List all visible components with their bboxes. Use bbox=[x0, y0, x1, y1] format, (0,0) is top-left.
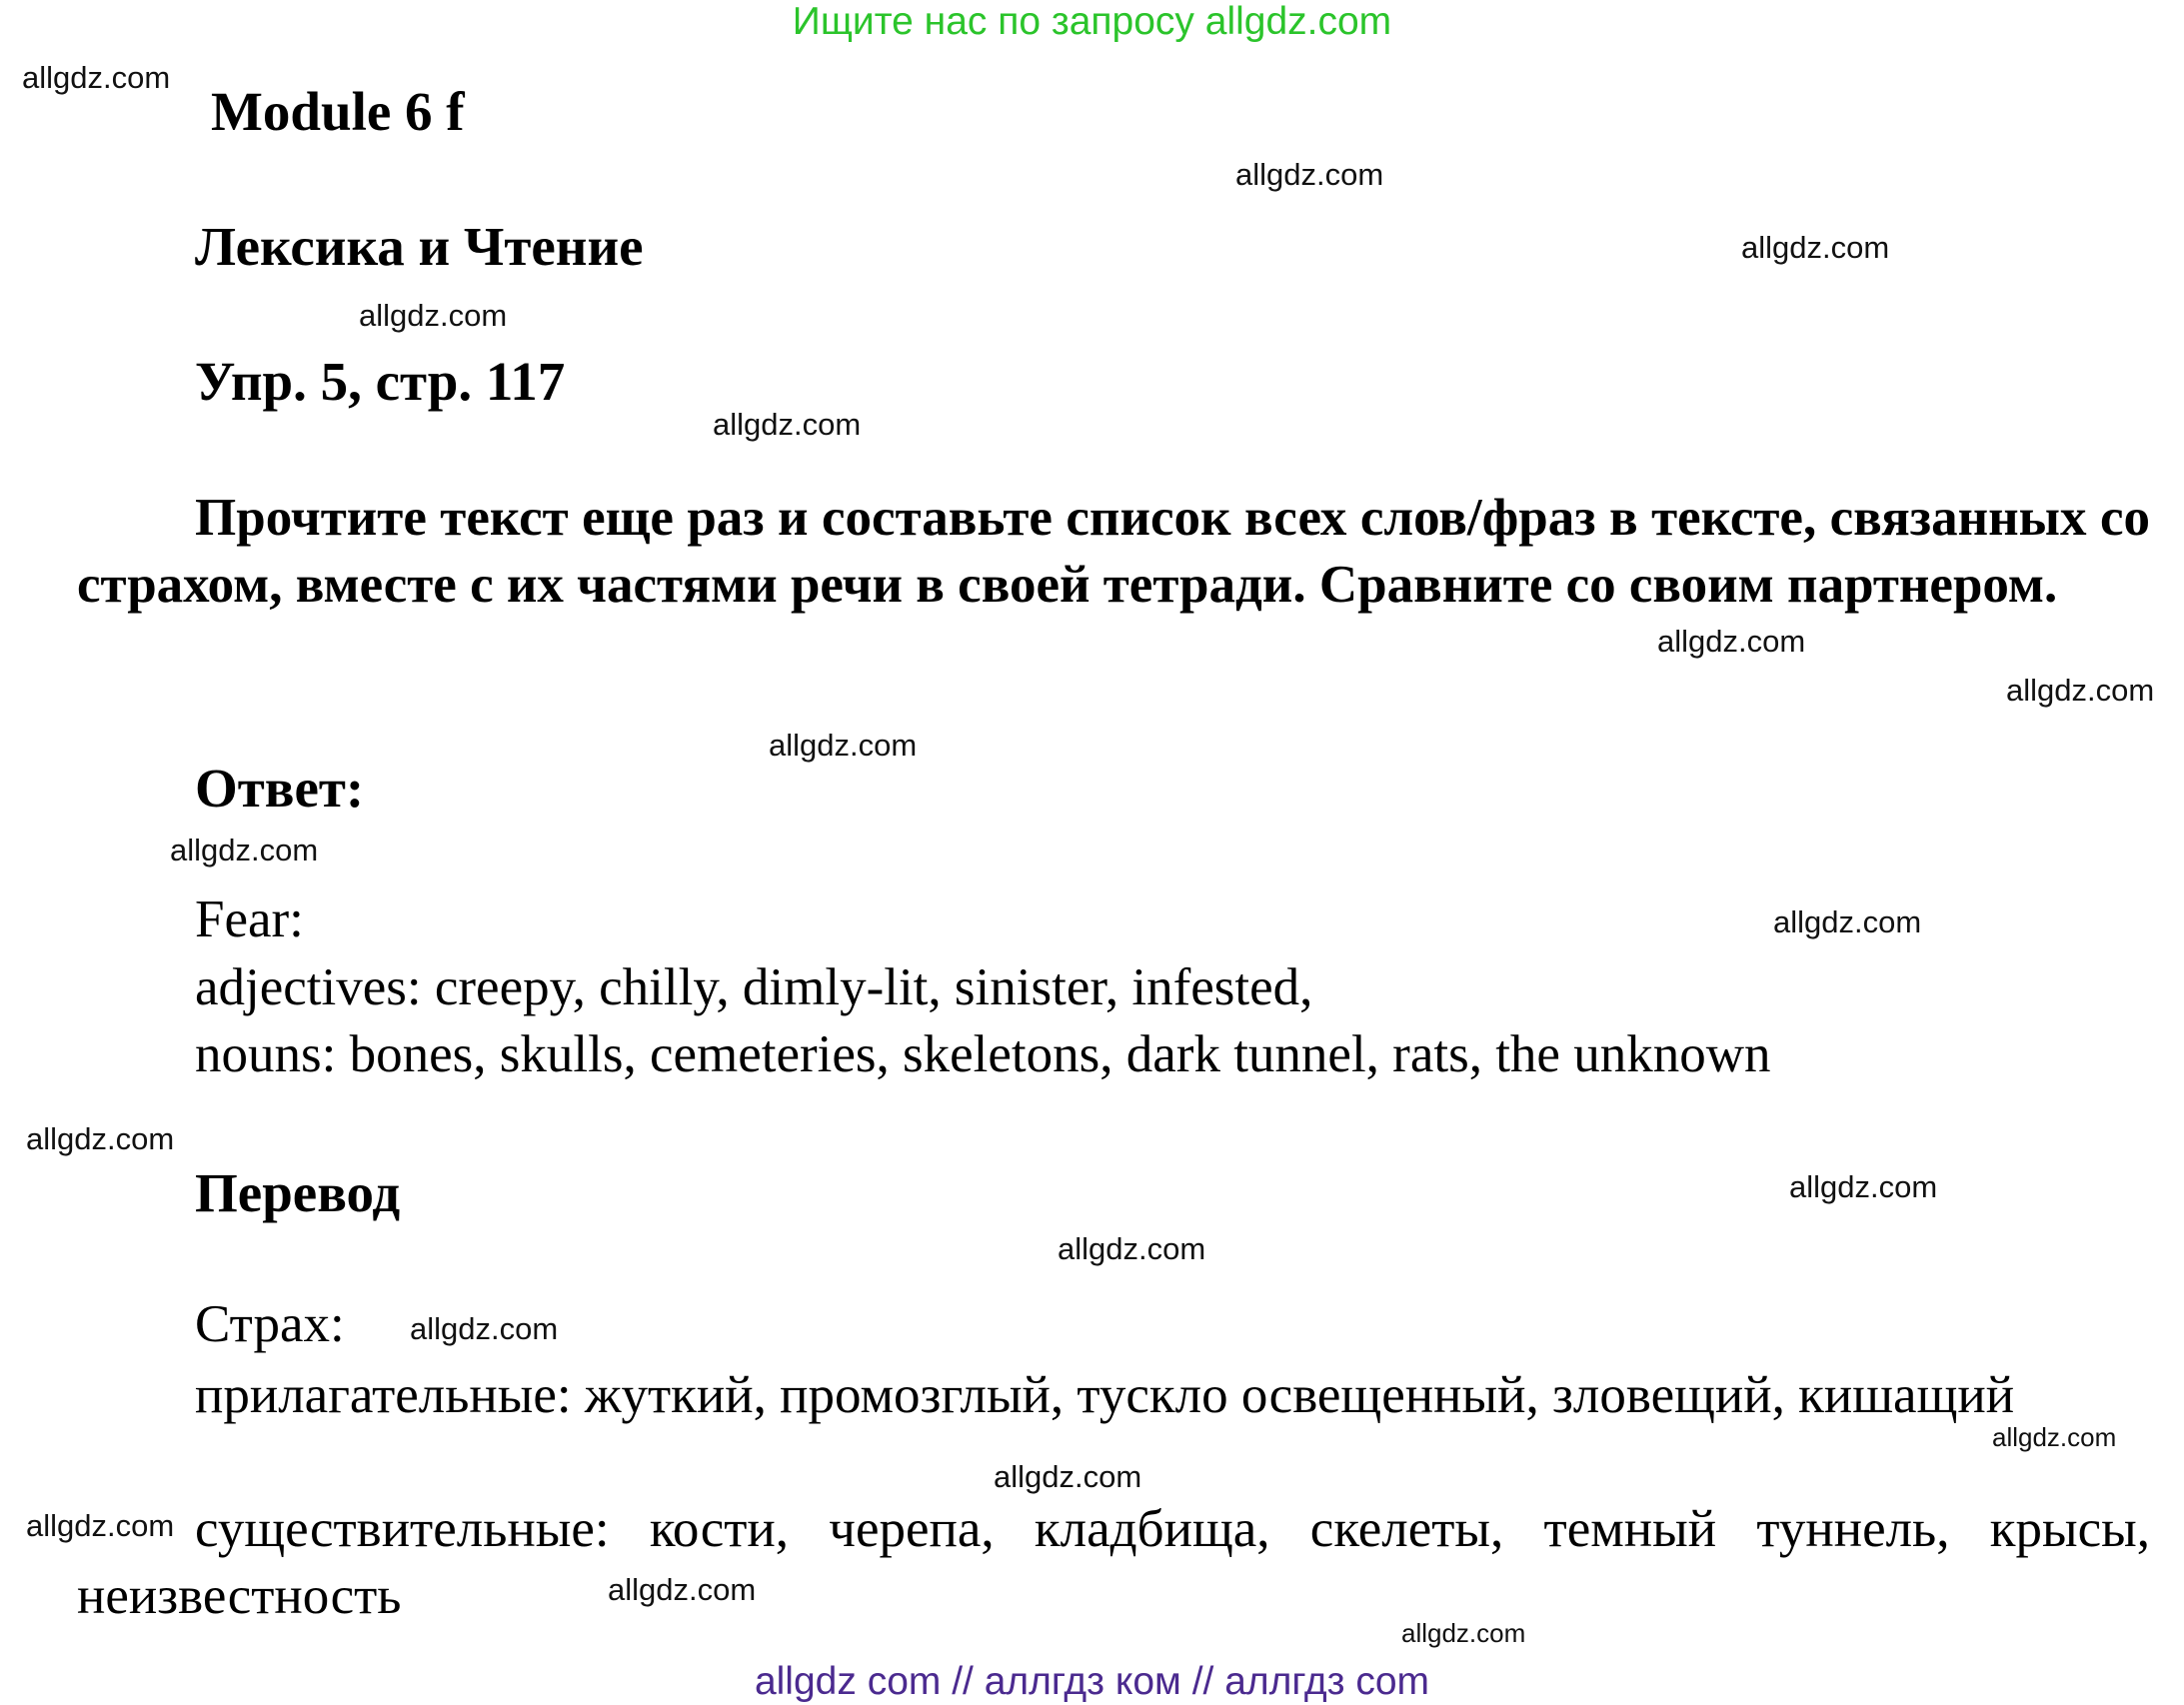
watermark: allgdz.com bbox=[170, 833, 319, 867]
answer-nouns: nouns: bones, skulls, cemeteries, skeletons, dark tunnel, rats, the unknown bbox=[195, 1025, 1771, 1083]
watermark: allgdz.com bbox=[608, 1572, 757, 1607]
exercise-title: Упр. 5, стр. 117 bbox=[195, 351, 566, 412]
watermark: allgdz.com bbox=[26, 1121, 175, 1156]
translation-heading: Перевод bbox=[195, 1162, 401, 1223]
watermark: allgdz.com bbox=[26, 1508, 175, 1543]
page-title: Module 6 f bbox=[211, 81, 465, 142]
watermark: allgdz.com bbox=[1058, 1231, 1206, 1266]
watermark: allgdz.com bbox=[1657, 624, 1806, 659]
watermark: allgdz.com bbox=[994, 1459, 1142, 1494]
answer-adjectives: adjectives: creepy, chilly, dimly-lit, sinister, infested, bbox=[195, 958, 1313, 1016]
watermark: allgdz.com bbox=[713, 407, 862, 442]
answer-heading: Ответ: bbox=[195, 758, 365, 819]
watermark: allgdz.com bbox=[1235, 157, 1384, 192]
watermark: allgdz.com bbox=[2006, 673, 2155, 708]
bottom-banner: allgdz com // аллгдз ком // аллгдз com bbox=[754, 1660, 1430, 1703]
watermark: allgdz.com bbox=[1741, 230, 1890, 265]
watermark: allgdz.com bbox=[769, 728, 918, 763]
answer-label: Fear: bbox=[195, 890, 304, 948]
translation-adjectives: прилагательные: жуткий, промозглый, тускло освещенный, зловещий, кишащий bbox=[195, 1366, 2015, 1424]
watermark: allgdz.com bbox=[1789, 1169, 1938, 1204]
watermark: allgdz.com bbox=[1992, 1422, 2117, 1452]
watermark: allgdz.com bbox=[22, 60, 171, 95]
translation-label: Страх: bbox=[195, 1295, 345, 1353]
translation-nouns: существительные: кости, черепа, кладбища, скелеты, темный туннель, крысы, неизвестность bbox=[77, 1500, 2150, 1625]
watermark: allgdz.com bbox=[359, 298, 508, 333]
watermark: allgdz.com bbox=[1773, 904, 1922, 939]
watermark: allgdz.com bbox=[1401, 1618, 1526, 1648]
watermark: allgdz.com bbox=[410, 1311, 559, 1346]
top-banner: Ищите нас по запросу allgdz.com bbox=[792, 0, 1392, 43]
section-title: Лексика и Чтение bbox=[195, 216, 644, 277]
task-text: Прочтите текст еще раз и составьте список всех слов/фраз в тексте, связанных со страхом, вместе с их частями речи в своей тетради. Сравните со своим партнером. bbox=[77, 489, 2150, 614]
